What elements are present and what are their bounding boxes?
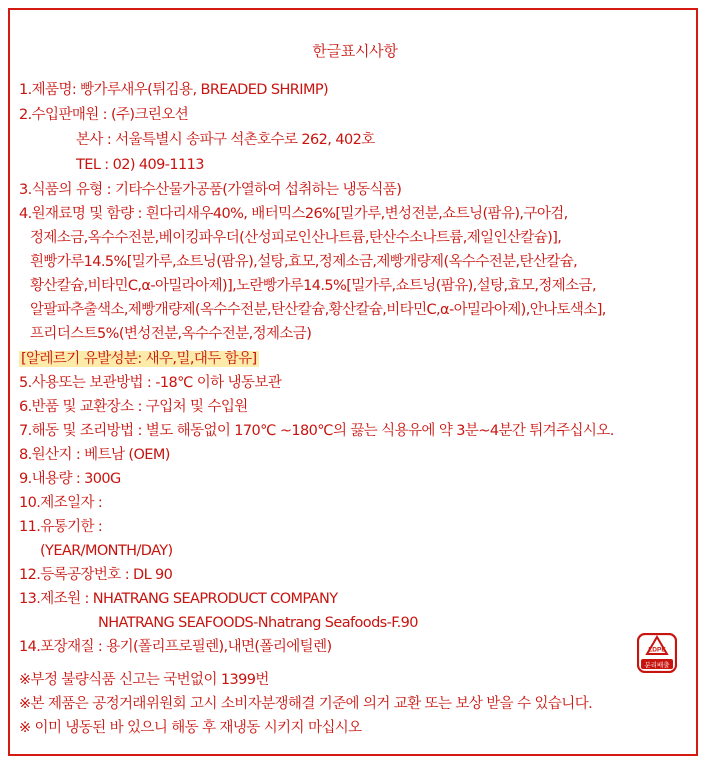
factory-number-line: 12.등록공장번호 : DL 90 [19,567,173,583]
cooking-line: 7.해동 및 조리방법 : 별도 해동없이 170℃ ~180℃의 끓는 식용유에 약 3분~4분간 튀겨주십시오. [19,423,614,439]
compensation-notice-line: ※본 제품은 공정거래위원회 고시 소비자분쟁해결 기준에 의거 교환 또는 보상 받을 수 있습니다. [19,696,593,712]
ingredients-line-6: 프리더스트5%(변성전분,옥수수전분,정제소금) [30,326,312,342]
food-type-line: 3.식품의 유형 : 기타수산물가공품(가열하여 섭취하는 냉동식품) [19,182,402,198]
product-name-line: 1.제품명: 빵가루새우(튀김용, BREADED SHRIMP) [19,82,329,98]
allergy-highlight: [알레르기 유발성분: 새우,밀,대두 함유] [21,351,257,367]
manufacture-date-line: 10.제조일자 : [19,495,103,511]
ingredients-line-3: 흰빵가루14.5%[밀가루,쇼트닝(팜유),설탕,효모,정제소금,제빵개량제(옥수수전분,탄산칼슘, [30,254,578,270]
return-line: 6.반품 및 교환장소 : 구입처 및 수입원 [19,399,248,415]
manufacturer-line-2: NHATRANG SEAFOODS-Nhatrang Seafoods-F.90 [98,615,418,631]
recycle-sub-label: 분리배출 [644,660,670,669]
allergy-line [19,349,259,369]
expiry-line: 11.유통기한 : [19,519,103,535]
ingredients-line-2: 정제소금,옥수수전분,베이킹파우더(산성피로인산나트륨,탄산수소나트륨,제일인산칼슘)], [30,230,562,246]
recycle-label: LDPE [648,646,666,654]
packaging-line: 14.포장재질 : 용기(폴리프로필렌),내면(폴리에틸렌) [19,639,332,655]
ingredients-line-1: 4.원재료명 및 함량 : 흰다리새우40%, 배터믹스26%[밀가루,변성전분,쇼트닝(팜유),구아검, [19,206,568,222]
origin-line: 8.원산지 : 베트남 (OEM) [19,447,170,463]
manufacturer-line: 13.제조원 : NHATRANG SEAPRODUCT COMPANY [19,591,338,607]
refreeze-notice-line: ※ 이미 냉동된 바 있으니 해동 후 재냉동 시키지 마십시오 [19,720,362,736]
page-title: 한글표시사항 [312,42,398,60]
date-format-line: (YEAR/MONTH/DAY) [40,543,173,559]
head-office-line: 본사 : 서울특별시 송파구 석촌호수로 262, 402호 [76,132,375,148]
storage-line: 5.사용또는 보관방법 : -18℃ 이하 냉동보관 [19,375,282,391]
quantity-line: 9.내용량 : 300G [19,471,121,487]
tel-line: TEL : 02) 409-1113 [76,157,204,173]
recycle-icon [637,633,677,673]
importer-line: 2.수입판매원 : (주)크린오션 [19,107,189,123]
ingredients-line-5: 알팔파추출색소,제빵개량제(옥수수전분,탄산칼슘,황산칼슘,비타민C,α-아밀라아제),안나토색소], [30,302,606,318]
report-notice-line: ※부정 불량식품 신고는 국번없이 1399번 [19,672,269,688]
ingredients-line-4: 황산칼슘,비타민C,α-아밀라아제)],노란빵가루14.5%[밀가루,쇼트닝(팜유),설탕,효모,정제소금, [30,278,596,294]
